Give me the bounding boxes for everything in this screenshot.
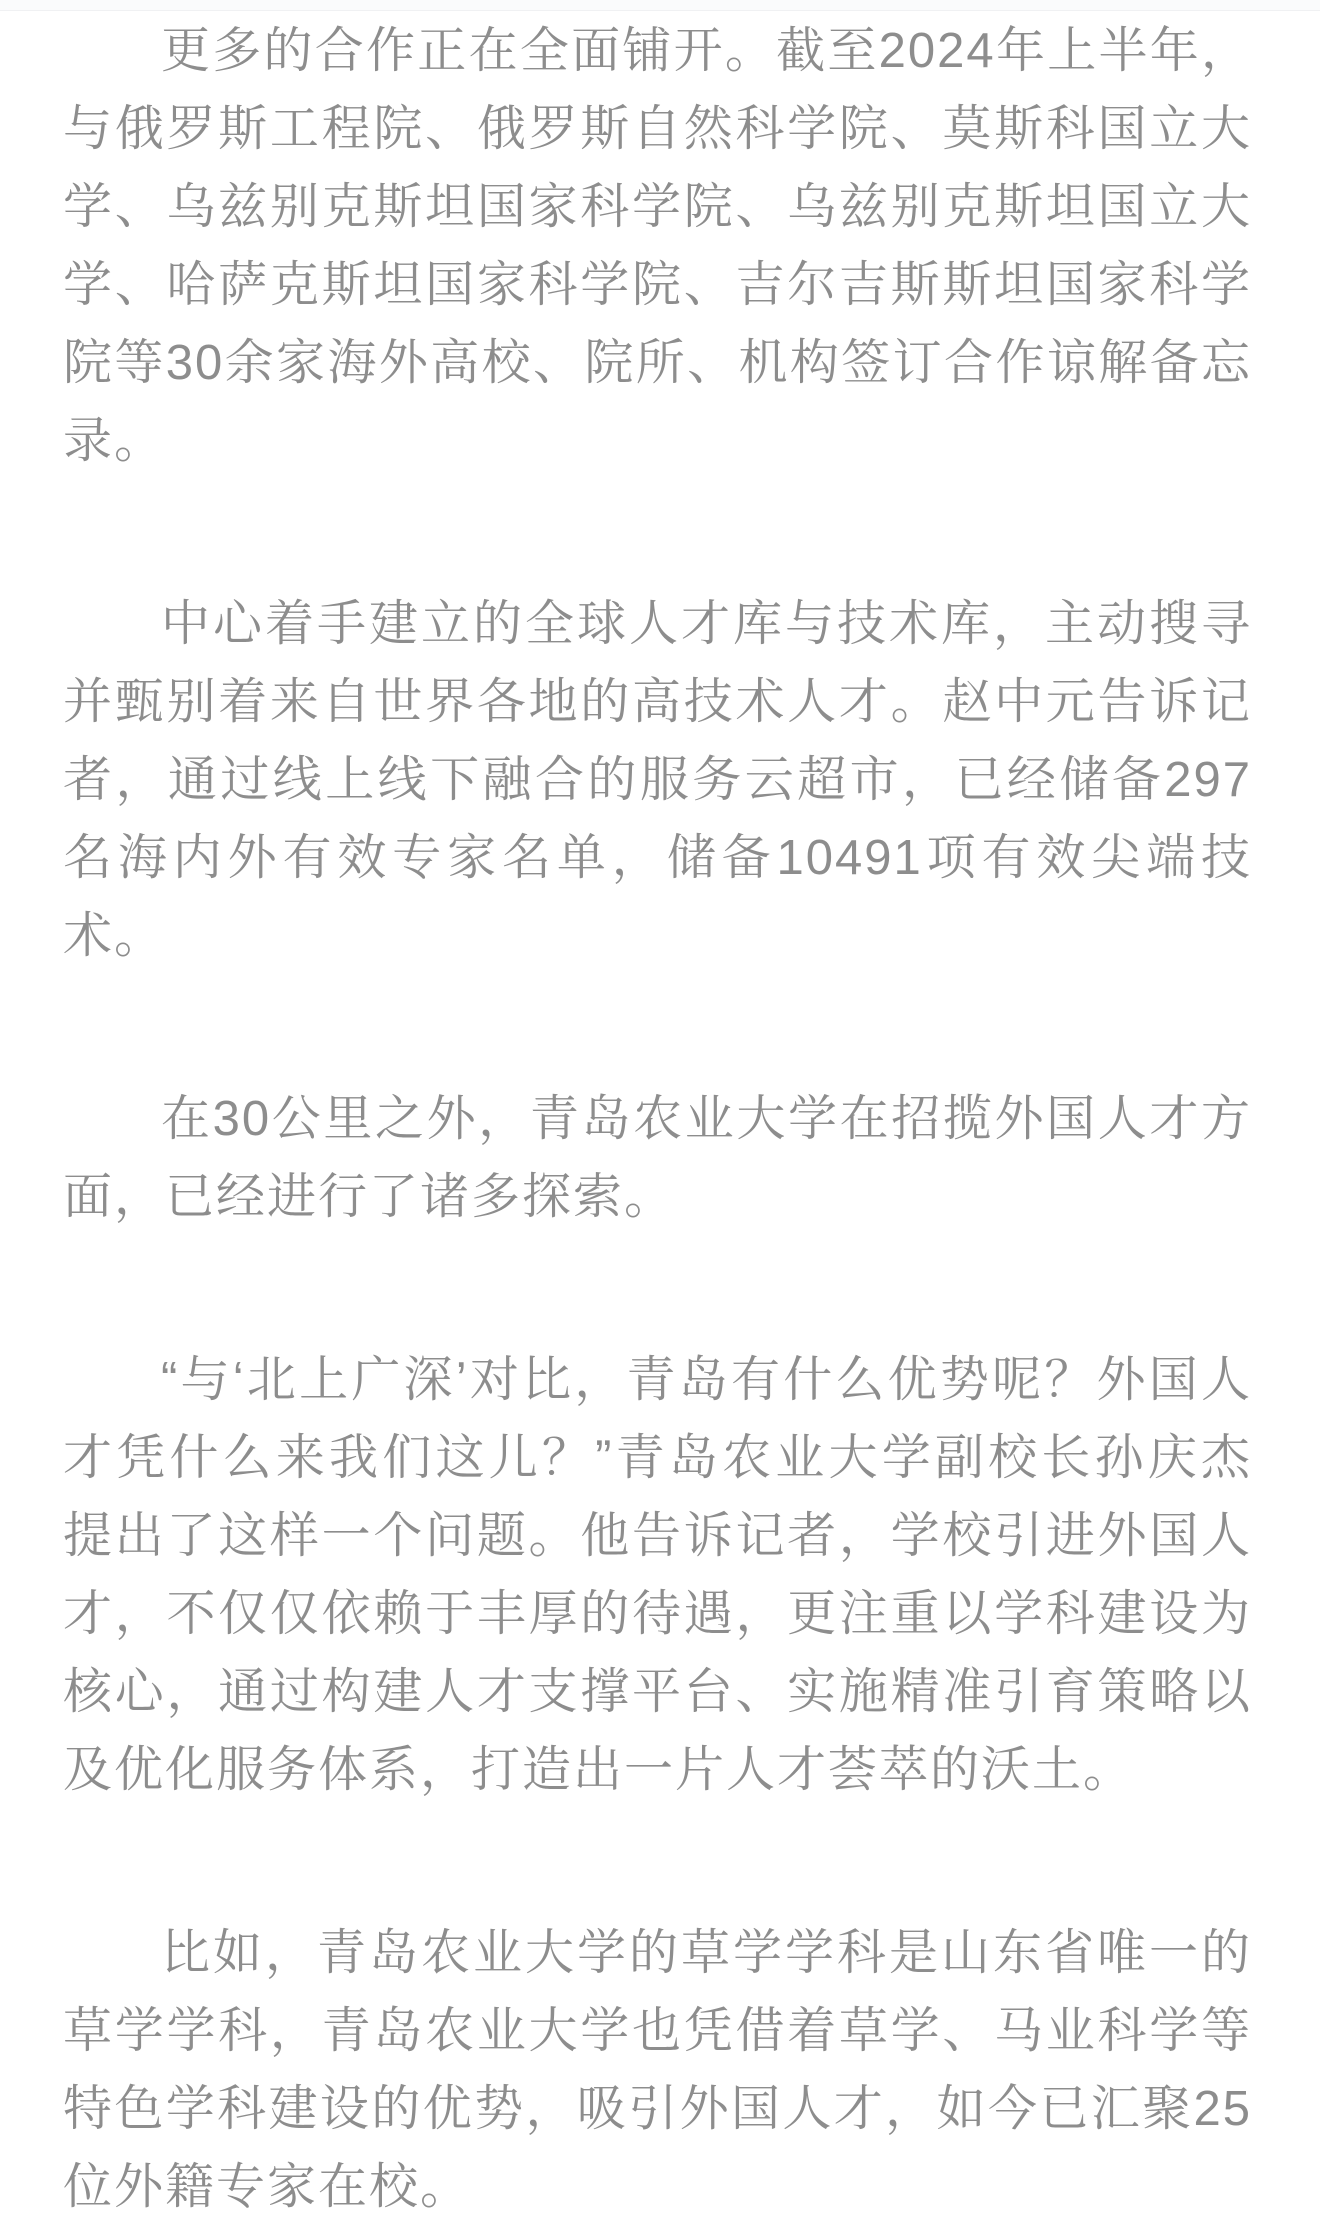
article-paragraph-grass-science: 比如，青岛农业大学的草学学科是山东省唯一的草学学科，青岛农业大学也凭借着草学、马业科学等特色学科建设的优势，吸引外国人才，如今已汇聚25位外籍专家在校。 bbox=[63, 1926, 1252, 2214]
article-paragraph-vice-president-quote: “与‘北上广深’对比，青岛有什么优势呢？外国人才凭什么来我们这儿？”青岛农业大学副校长孙庆杰提出了这样一个问题。他告诉记者，学校引进外国人才，不仅仅依赖于丰厚的待遇，更注重以学科建设为核心，通过构建人才支撑平台、实施精准引育策略以及优化服务体系，打造出一片人才荟萃的沃土。 bbox=[63, 1353, 1252, 1797]
article-paragraph-qingdao-agricultural: 在30公里之外，青岛农业大学在招揽外国人才方面，已经进行了诸多探索。 bbox=[63, 1092, 1252, 1224]
article-paragraph-talent-library: 中心着手建立的全球人才库与技术库，主动搜寻并甄别着来自世界各地的高技术人才。赵中元告诉记者，通过线上线下融合的服务云超市，已经储备297名海内外有效专家名单，储备10491项有效尖端技术。 bbox=[63, 597, 1252, 963]
article-paragraph-cooperation: 更多的合作正在全面铺开。截至2024年上半年，与俄罗斯工程院、俄罗斯自然科学院、莫斯科国立大学、乌兹别克斯坦国家科学院、乌兹别克斯坦国立大学、哈萨克斯坦国家科学院、吉尔吉斯斯坦国家科学院等30余家海外高校、院所、机构签订合作谅解备忘录。 bbox=[63, 24, 1252, 468]
top-divider bbox=[0, 0, 1320, 11]
